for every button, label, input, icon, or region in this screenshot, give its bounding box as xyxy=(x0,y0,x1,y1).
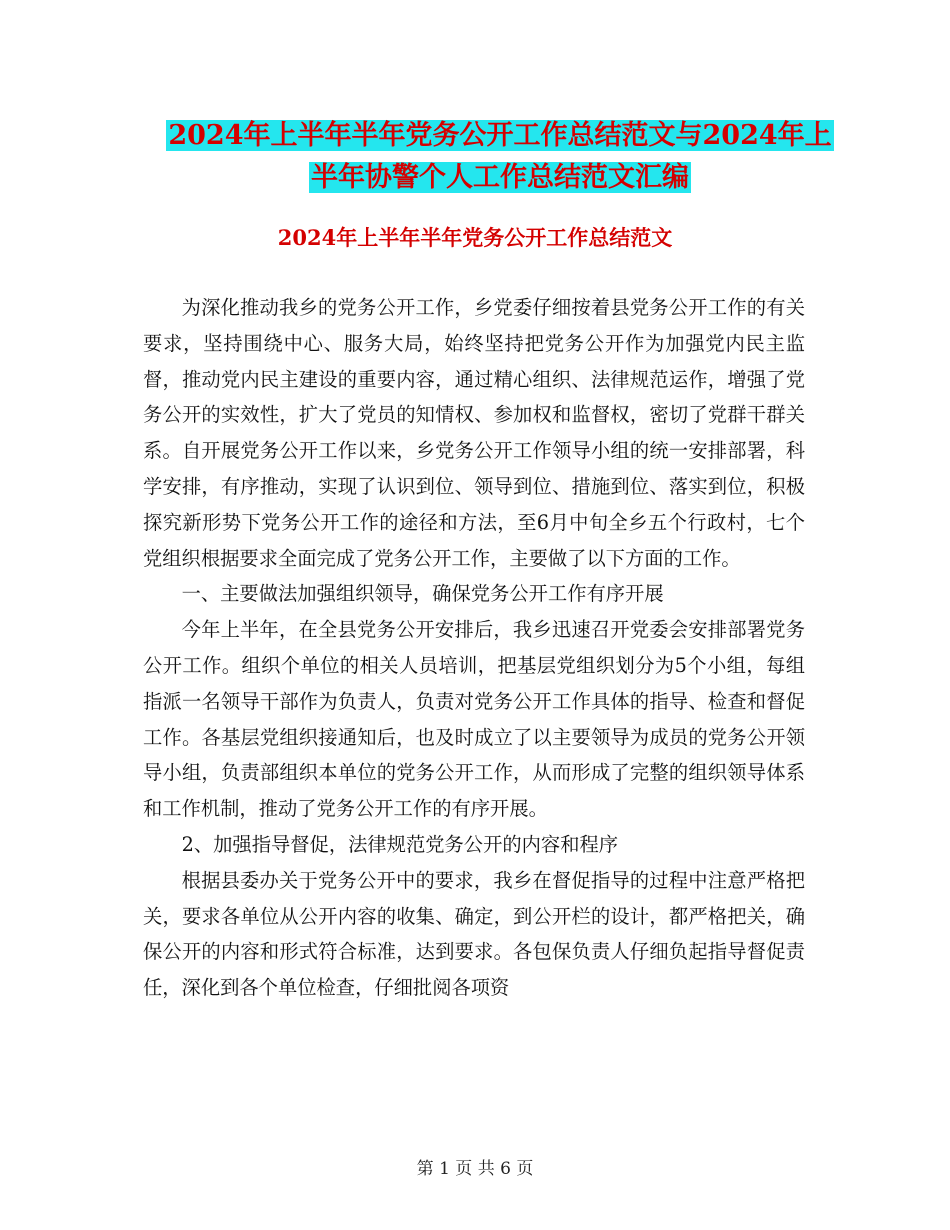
heading-one: 一、主要做法加强组织领导，确保党务公开工作有序开展 xyxy=(181,582,664,606)
document-body xyxy=(143,290,805,1006)
paragraph-intro: 为深化推动我乡的党务公开工作，乡党委仔细按着县党务公开工作的有关要求，坚持围绕中心、服务大局，始终坚持把党务公开作为加强党内民主监督，推动党内民主建设的重要内容，通过精心组织、法律规范运作，增强了党务公开的实效性，扩大了党员的知情权、参加权和监督权，密切了党群干群关系。自开展党务公开工作以来，乡党务公开工作领导小组的统一安排部署，科学安排，有序推动，实现了认识到位、领导到位、措施到位、落实到位，积极探究新形势下党务公开工作的途径和方法，至6月中旬全乡五个行政村，七个党组织根据要求全面完成了党务公开工作，主要做了以下方面的工作。 xyxy=(143,296,805,570)
heading-two: 2、加强指导督促，法律规范党务公开的内容和程序 xyxy=(181,832,619,856)
document-title-line-1 xyxy=(120,113,880,152)
page-footer: 第 1 页 共 6 页 xyxy=(416,1159,534,1179)
title-highlight: 半年协警个人工作总结范文汇编 xyxy=(311,162,689,193)
document-title-line-2 xyxy=(120,155,880,194)
paragraph-supervision: 根据县委办关于党务公开中的要求，我乡在督促指导的过程中注意严格把关，要求各单位从公开内容的收集、确定，到公开栏的设计，都严格把关，确保公开的内容和形式符合标准，达到要求。各包保负责人仔细负起指导督促责任，深化到各个单位检查，仔细批阅各项资 xyxy=(143,868,805,1000)
title-highlight: 2024年上半年半年党务公开工作总结范文与2024年上 xyxy=(168,120,832,151)
paragraph-organization: 今年上半年，在全县党务公开安排后，我乡迅速召开党委会安排部署党务公开工作。组织个单位的相关人员培训，把基层党组织划分为5个小组，每组指派一名领导干部作为负责人，负责对党务公开工作具体的指导、检查和督促工作。各基层党组织接通知后，也及时成立了以主要领导为成员的党务公开领导小组，负责部组织本单位的党务公开工作，从而形成了完整的组织领导体系和工作机制，推动了党务公开工作的有序开展。 xyxy=(143,618,805,821)
section-title: 2024年上半年半年党务公开工作总结范文 xyxy=(277,225,673,250)
